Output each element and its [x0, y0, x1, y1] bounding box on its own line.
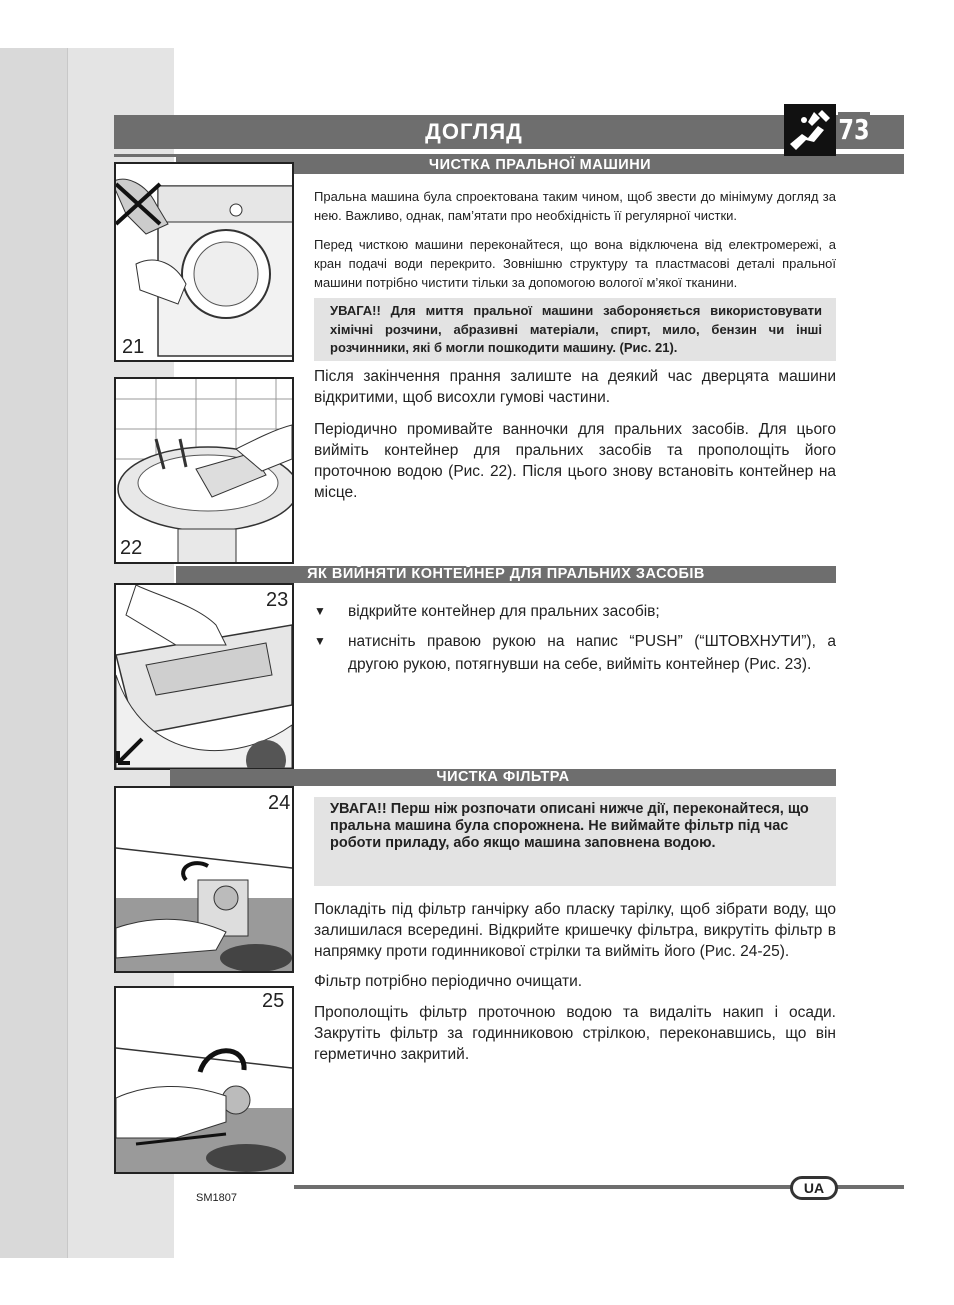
document-code: SM1807 — [196, 1192, 237, 1204]
section-heading-cleaning: ЧИСТКА ПРАЛЬНОЇ МАШИНИ — [176, 157, 904, 174]
filter-warning-box — [314, 797, 836, 886]
container-step-1 — [314, 600, 836, 623]
cleaning-paragraph-4: Періодично промивайте ванночки для пральних засобів. Для цього вийміть контейнер для пральних засобів та прополощіть його проточною водою (Рис. 22). Після цього знову встановіть контейнер на місце. — [314, 421, 836, 501]
filter-warning-text: УВАГА!! Перш ніж розпочати описані нижче дії, переконайтеся, що пральна машина була спорожнена. Не виймайте фільтр під час роботи приладу, або якщо машина заповнена водою. — [330, 801, 809, 851]
figure-25 — [114, 986, 294, 1174]
strip-top-gap — [0, 0, 174, 48]
figure-24-label: 24 — [268, 792, 291, 814]
figure-23 — [114, 583, 294, 770]
figure-21-label: 21 — [122, 336, 145, 358]
page-title: ДОГЛЯД — [425, 119, 523, 144]
bullet-triangle-icon: ▼ — [314, 634, 326, 648]
cleaning-warning-text: УВАГА!! Для миття пральної машини забороняється використовувати хімічні розчини, абразивні матеріали, спирт, мило, бензин чи інші розчинники, які б могли пошкодити машину. (Рис. 21). — [330, 303, 822, 355]
strip-bottom-gap — [0, 1258, 174, 1305]
page-number: 73 — [838, 113, 870, 146]
figure-24 — [114, 786, 294, 973]
container-step-2 — [314, 630, 836, 676]
figure-22 — [114, 377, 294, 564]
figure-23-label: 23 — [266, 589, 289, 611]
section-heading-filter: ЧИСТКА ФІЛЬТРА — [170, 769, 836, 786]
bullet-triangle-icon: ▼ — [314, 604, 326, 618]
page-number-box — [784, 104, 904, 156]
maintenance-hand-icon — [784, 104, 836, 156]
filter-paragraph-1: Покладіть під фільтр ганчірку або пласку тарілку, щоб зібрати воду, що залишилася всередині. Відкрийте кришечку фільтра, викрутіть фільтр в напрямку проти годинникової стрілки та вийміть його (Рис. 24-25). — [314, 901, 836, 960]
cleaning-paragraph-1: Пральна машина була спроектована таким чином, щоб звести до мінімуму догляд за нею. Важливо, однак, пам’ятати про необхідність її регулярної чистки. — [314, 189, 836, 223]
figure-21 — [114, 162, 294, 362]
cleaning-paragraph-2: Перед чисткою машини переконайтеся, що вона відключена від електромережі, а кран подачі води перекрито. Зовнішню структуру та пластмасові деталі пральної машини потрібно чистити тільки за допомогою вологої м’якої тканини. — [314, 237, 836, 290]
filter-paragraph-3: Прополощіть фільтр проточною водою та видаліть накип і осади. Закрутіть фільтр за годинниковою стрілкою, переконавшись, що він герметично закритий. — [314, 1004, 836, 1063]
figure-22-label: 22 — [120, 537, 143, 559]
cleaning-paragraph-3: Після закінчення прання залиште на деякий час дверцята машини відкритими, щоб висохли гумові частини. — [314, 368, 836, 406]
section-heading-container: ЯК ВИЙНЯТИ КОНТЕЙНЕР ДЛЯ ПРАЛЬНИХ ЗАСОБІВ — [176, 566, 836, 583]
strip-inner-band — [0, 48, 68, 1258]
figure-25-label: 25 — [262, 990, 285, 1012]
container-step-2-text: натисніть правою рукою на напис “PUSH” (“ШТОВХНУТИ”), а другою рукою, потягнувши на себе, вийміть контейнер (Рис. 23). — [348, 633, 836, 673]
container-step-1-text: відкрийте контейнер для пральних засобів; — [348, 603, 660, 620]
language-badge: UA — [790, 1176, 838, 1200]
cleaning-warning-box — [314, 298, 836, 361]
filter-paragraph-2: Фільтр потрібно періодично очищати. — [314, 973, 583, 990]
